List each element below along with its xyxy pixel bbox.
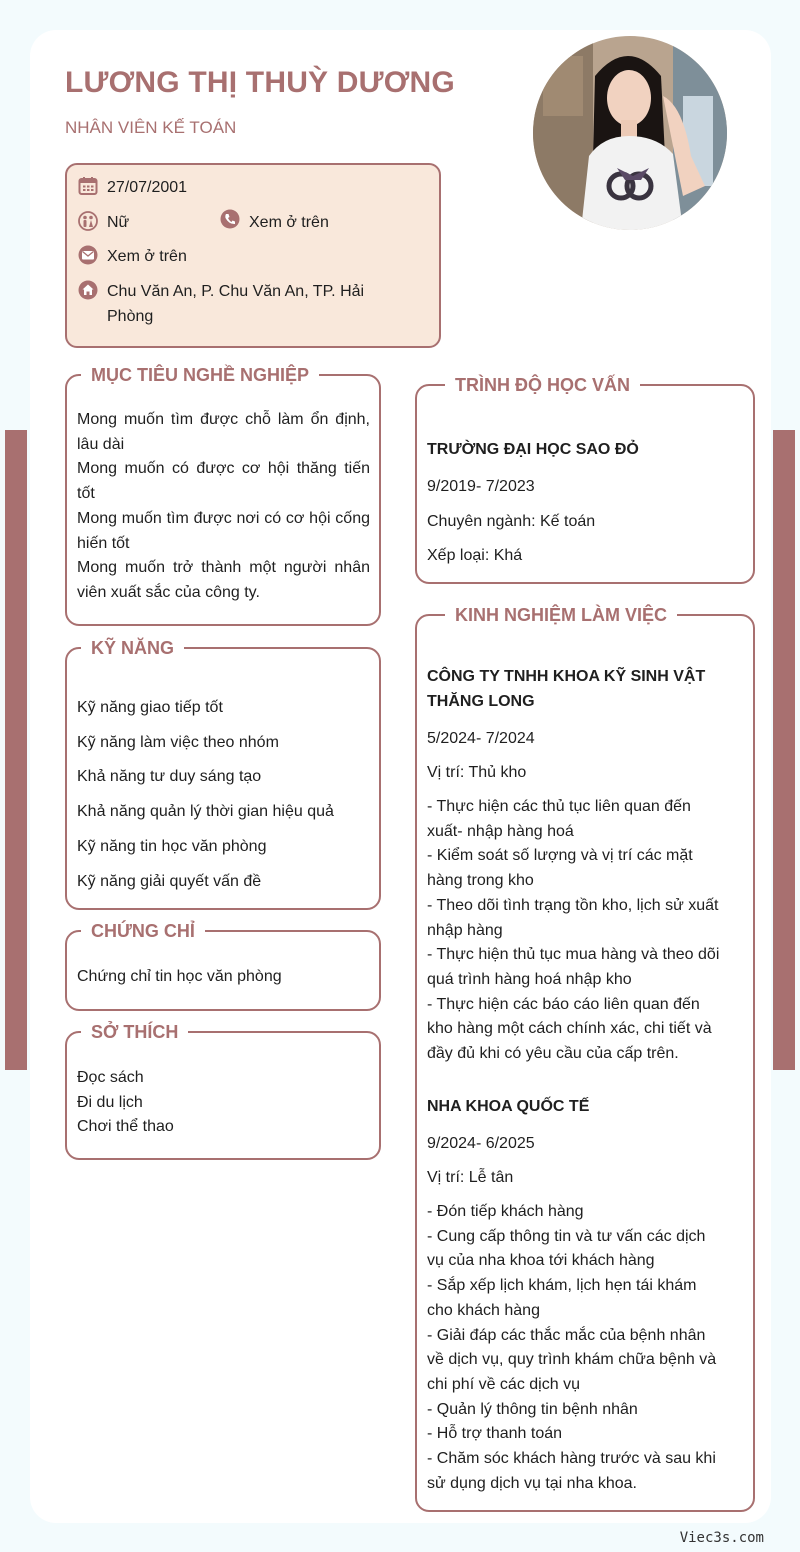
experience-heading: KINH NGHIỆM LÀM VIỆC [445,603,677,627]
left-accent-band [5,430,27,1070]
company-name-line: CÔNG TY TNHH KHOA KỸ SINH VẬT [427,668,706,685]
address [107,279,364,329]
experience-section [415,605,755,1512]
duty-item: - Quản lý thông tin bệnh nhân [427,1400,638,1418]
skill-item: Khả năng quản lý thời gian hiệu quả [77,803,334,821]
education-major: Chuyên ngành: Kế toán [427,513,596,530]
duty-item: - Thực hiện các thủ tục liên quan đến xuất- nhập hàng hoá [427,798,691,840]
hobbies-heading: SỞ THÍCH [81,1020,188,1044]
duty-item: - Đón tiếp khách hàng [427,1203,584,1220]
hobby-item: Đi du lịch [77,1093,143,1111]
job-period: 9/2024- 6/2025 [427,1135,535,1152]
job-period: 5/2024- 7/2024 [427,730,535,747]
education-heading: TRÌNH ĐỘ HỌC VẤN [445,373,640,397]
objective-section [65,365,381,626]
objective-line: Mong muốn trở thành một người nhân viên xuất sắc của công ty. [77,559,370,601]
skills-list [77,691,372,899]
contact-info-box [65,163,441,348]
education-period: 9/2019- 7/2023 [427,478,535,495]
hobby-item: Đọc sách [77,1069,144,1086]
certificates-heading: CHỨNG CHỈ [81,919,205,943]
skills-section [65,638,381,910]
hobbies-section [65,1022,381,1160]
home-icon [78,280,98,300]
duty-item: - Thực hiện các báo cáo liên quan đến kho hàng một cách chính xác, chi tiết và đầy đủ khi có yêu cầu của cấp trên. [427,995,712,1063]
gender: Nữ [107,214,130,231]
skill-item: Kỹ năng giải quyết vấn đề [77,872,262,890]
skill-item: Khả năng tư duy sáng tạo [77,768,262,786]
hobbies-list [77,1066,174,1140]
education-section [415,375,755,584]
certificate-item: Chứng chỉ tin học văn phòng [77,968,282,985]
certificates-section [65,921,381,1011]
address-line: Chu Văn An, P. Chu Văn An, TP. Hải [107,283,365,300]
email: Xem ở trên [107,248,187,265]
email-icon [78,245,98,265]
skill-item: Kỹ năng làm việc theo nhóm [77,733,279,751]
phone: Xem ở trên [249,214,329,231]
hobby-item: Chơi thể thao [77,1118,174,1136]
company-name: NHA KHOA QUỐC TẾ [427,1098,590,1115]
watermark: Viec3s.com [679,1530,764,1546]
job-title: NHÂN VIÊN KẾ TOÁN [65,118,237,137]
duty-item: - Giải đáp các thắc mắc của bệnh nhân về dịch vụ, quy trình khám chữa bệnh và chi phí về các dịch vụ [427,1326,717,1393]
duty-item: - Sắp xếp lịch khám, lịch hẹn tái khám cho khách hàng [427,1277,697,1319]
job-duties [427,1200,723,1496]
job-position: Vị trí: Lễ tân [427,1169,514,1186]
skills-heading: KỸ NĂNG [81,636,184,660]
objective-line: Mong muốn tìm được chỗ làm ổn định, lâu dài [77,411,370,453]
birthdate: 27/07/2001 [107,179,188,196]
job-position: Vị trí: Thủ kho [427,764,527,781]
skill-item: Kỹ năng giao tiếp tốt [77,699,223,716]
phone-icon [220,209,240,229]
objective-heading: MỤC TIÊU NGHỀ NGHIỆP [81,363,319,387]
profile-photo [533,36,727,230]
duty-item: - Chăm sóc khách hàng trước và sau khi sử dụng dịch vụ tại nha khoa. [427,1450,716,1492]
calendar-icon [78,176,98,196]
gender-icon [78,211,98,231]
address-line: Phòng [107,308,154,325]
candidate-name: LƯƠNG THỊ THUỲ DƯƠNG [65,66,455,99]
objective-line: Mong muốn có được cơ hội thăng tiến tốt [77,460,370,503]
duty-item: - Kiểm soát số lượng và vị trí các mặt hàng trong kho [427,847,693,890]
duty-item: - Theo dõi tình trạng tồn kho, lịch sử xuất nhập hàng [427,896,719,939]
objective-text [77,408,370,606]
job-duties [427,795,723,1067]
skill-item: Kỹ năng tin học văn phòng [77,837,267,855]
duty-item: - Cung cấp thông tin và tư vấn các dịch vụ của nha khoa tới khách hàng [427,1227,706,1270]
duty-item: - Hỗ trợ thanh toán [427,1425,563,1443]
right-accent-band [773,430,795,1070]
company-name [427,665,747,714]
education-grade: Xếp loại: Khá [427,547,523,564]
company-name-line: THĂNG LONG [427,692,535,710]
duty-item: - Thực hiện thủ tục mua hàng và theo dõi quá trình hàng hoá nhập kho [427,946,720,988]
objective-line: Mong muốn tìm được nơi có cơ hội cống hiến tốt [77,509,370,552]
school-name: TRƯỜNG ĐẠI HỌC SAO ĐỎ [427,441,639,458]
